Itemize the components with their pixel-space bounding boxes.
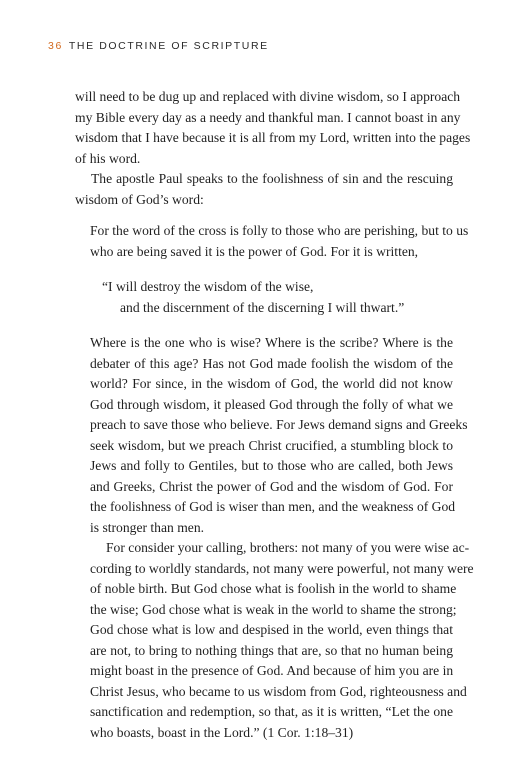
text-line: preach to save those who believe. For Jews demand signs and Greeks	[90, 417, 468, 432]
text-line: who boasts, boast in the Lord.” (1 Cor. 1:18–31)	[90, 724, 354, 740]
poetry-quote	[102, 277, 480, 318]
paragraph-1	[75, 87, 471, 169]
text-line: world? For since, in the wisdom of God, the world did not know	[90, 376, 453, 391]
text-line: my Bible every day as a needy and thankful man. I cannot boast in any	[75, 109, 461, 125]
text-line: the wise; God chose what is weak in the world to shame the strong;	[90, 601, 457, 617]
text-line: Where is the one who is wise? Where is the scribe? Where is the	[90, 335, 453, 350]
text-line: of his word.	[75, 150, 141, 166]
text-line: debater of this age? Has not God made foolish the wisdom of the	[90, 355, 453, 371]
text-line: is stronger than men.	[90, 519, 205, 535]
page-number: 36	[48, 40, 63, 52]
text-line: wisdom that I have because it is all from my Lord, written into the pages	[75, 130, 471, 145]
text-line: God through wisdom, it pleased God through the folly of what we	[90, 396, 453, 412]
poem-line: “I will destroy the wisdom of the wise,	[102, 279, 314, 294]
running-title: THE DOCTRINE OF SCRIPTURE	[68, 40, 269, 52]
text-line: sanctification and redemption, so that, as it is written, “Let the one	[90, 704, 453, 719]
text-line: Christ Jesus, who became to us wisdom from God, righteousness and	[90, 683, 467, 699]
text-line: Jews and folly to Gentiles, but to those who are called, both Jews	[90, 458, 453, 473]
text-line: of noble birth. But God chose what is foolish in the world to shame	[90, 581, 457, 596]
text-line: God chose what is low and despised in the world, even things that	[90, 622, 453, 637]
text-line: will need to be dug up and replaced with divine wisdom, so I approach	[75, 89, 461, 104]
text-line: and Greeks, Christ the power of God and the wisdom of God. For	[90, 478, 453, 494]
text-line: The apostle Paul speaks to the foolishness of sin and the rescuing	[91, 171, 453, 186]
block-quote-3	[90, 538, 474, 743]
text-line: For the word of the cross is folly to those who are perishing, but to us	[90, 223, 469, 238]
paragraph-2	[75, 169, 453, 210]
block-quote-1	[90, 221, 469, 262]
running-header	[48, 40, 269, 52]
poem-line: and the discernment of the discerning I will thwart.”	[120, 299, 405, 315]
text-line: cording to worldly standards, not many were powerful, not many were	[90, 560, 474, 576]
block-quote-2	[90, 333, 468, 538]
text-line: For consider your calling, brothers: not many of you were wise ac-	[106, 540, 470, 555]
text-line: who are being saved it is the power of God. For it is written,	[90, 243, 419, 259]
text-line: the foolishness of God is wiser than men, and the weakness of God	[90, 499, 456, 514]
text-line: seek wisdom, but we preach Christ crucified, a stumbling block to	[90, 437, 453, 453]
text-line: wisdom of God’s word:	[75, 191, 204, 207]
text-line: are not, to bring to nothing things that are, so that no human being	[90, 642, 453, 658]
text-line: might boast in the presence of God. And because of him you are in	[90, 663, 454, 678]
